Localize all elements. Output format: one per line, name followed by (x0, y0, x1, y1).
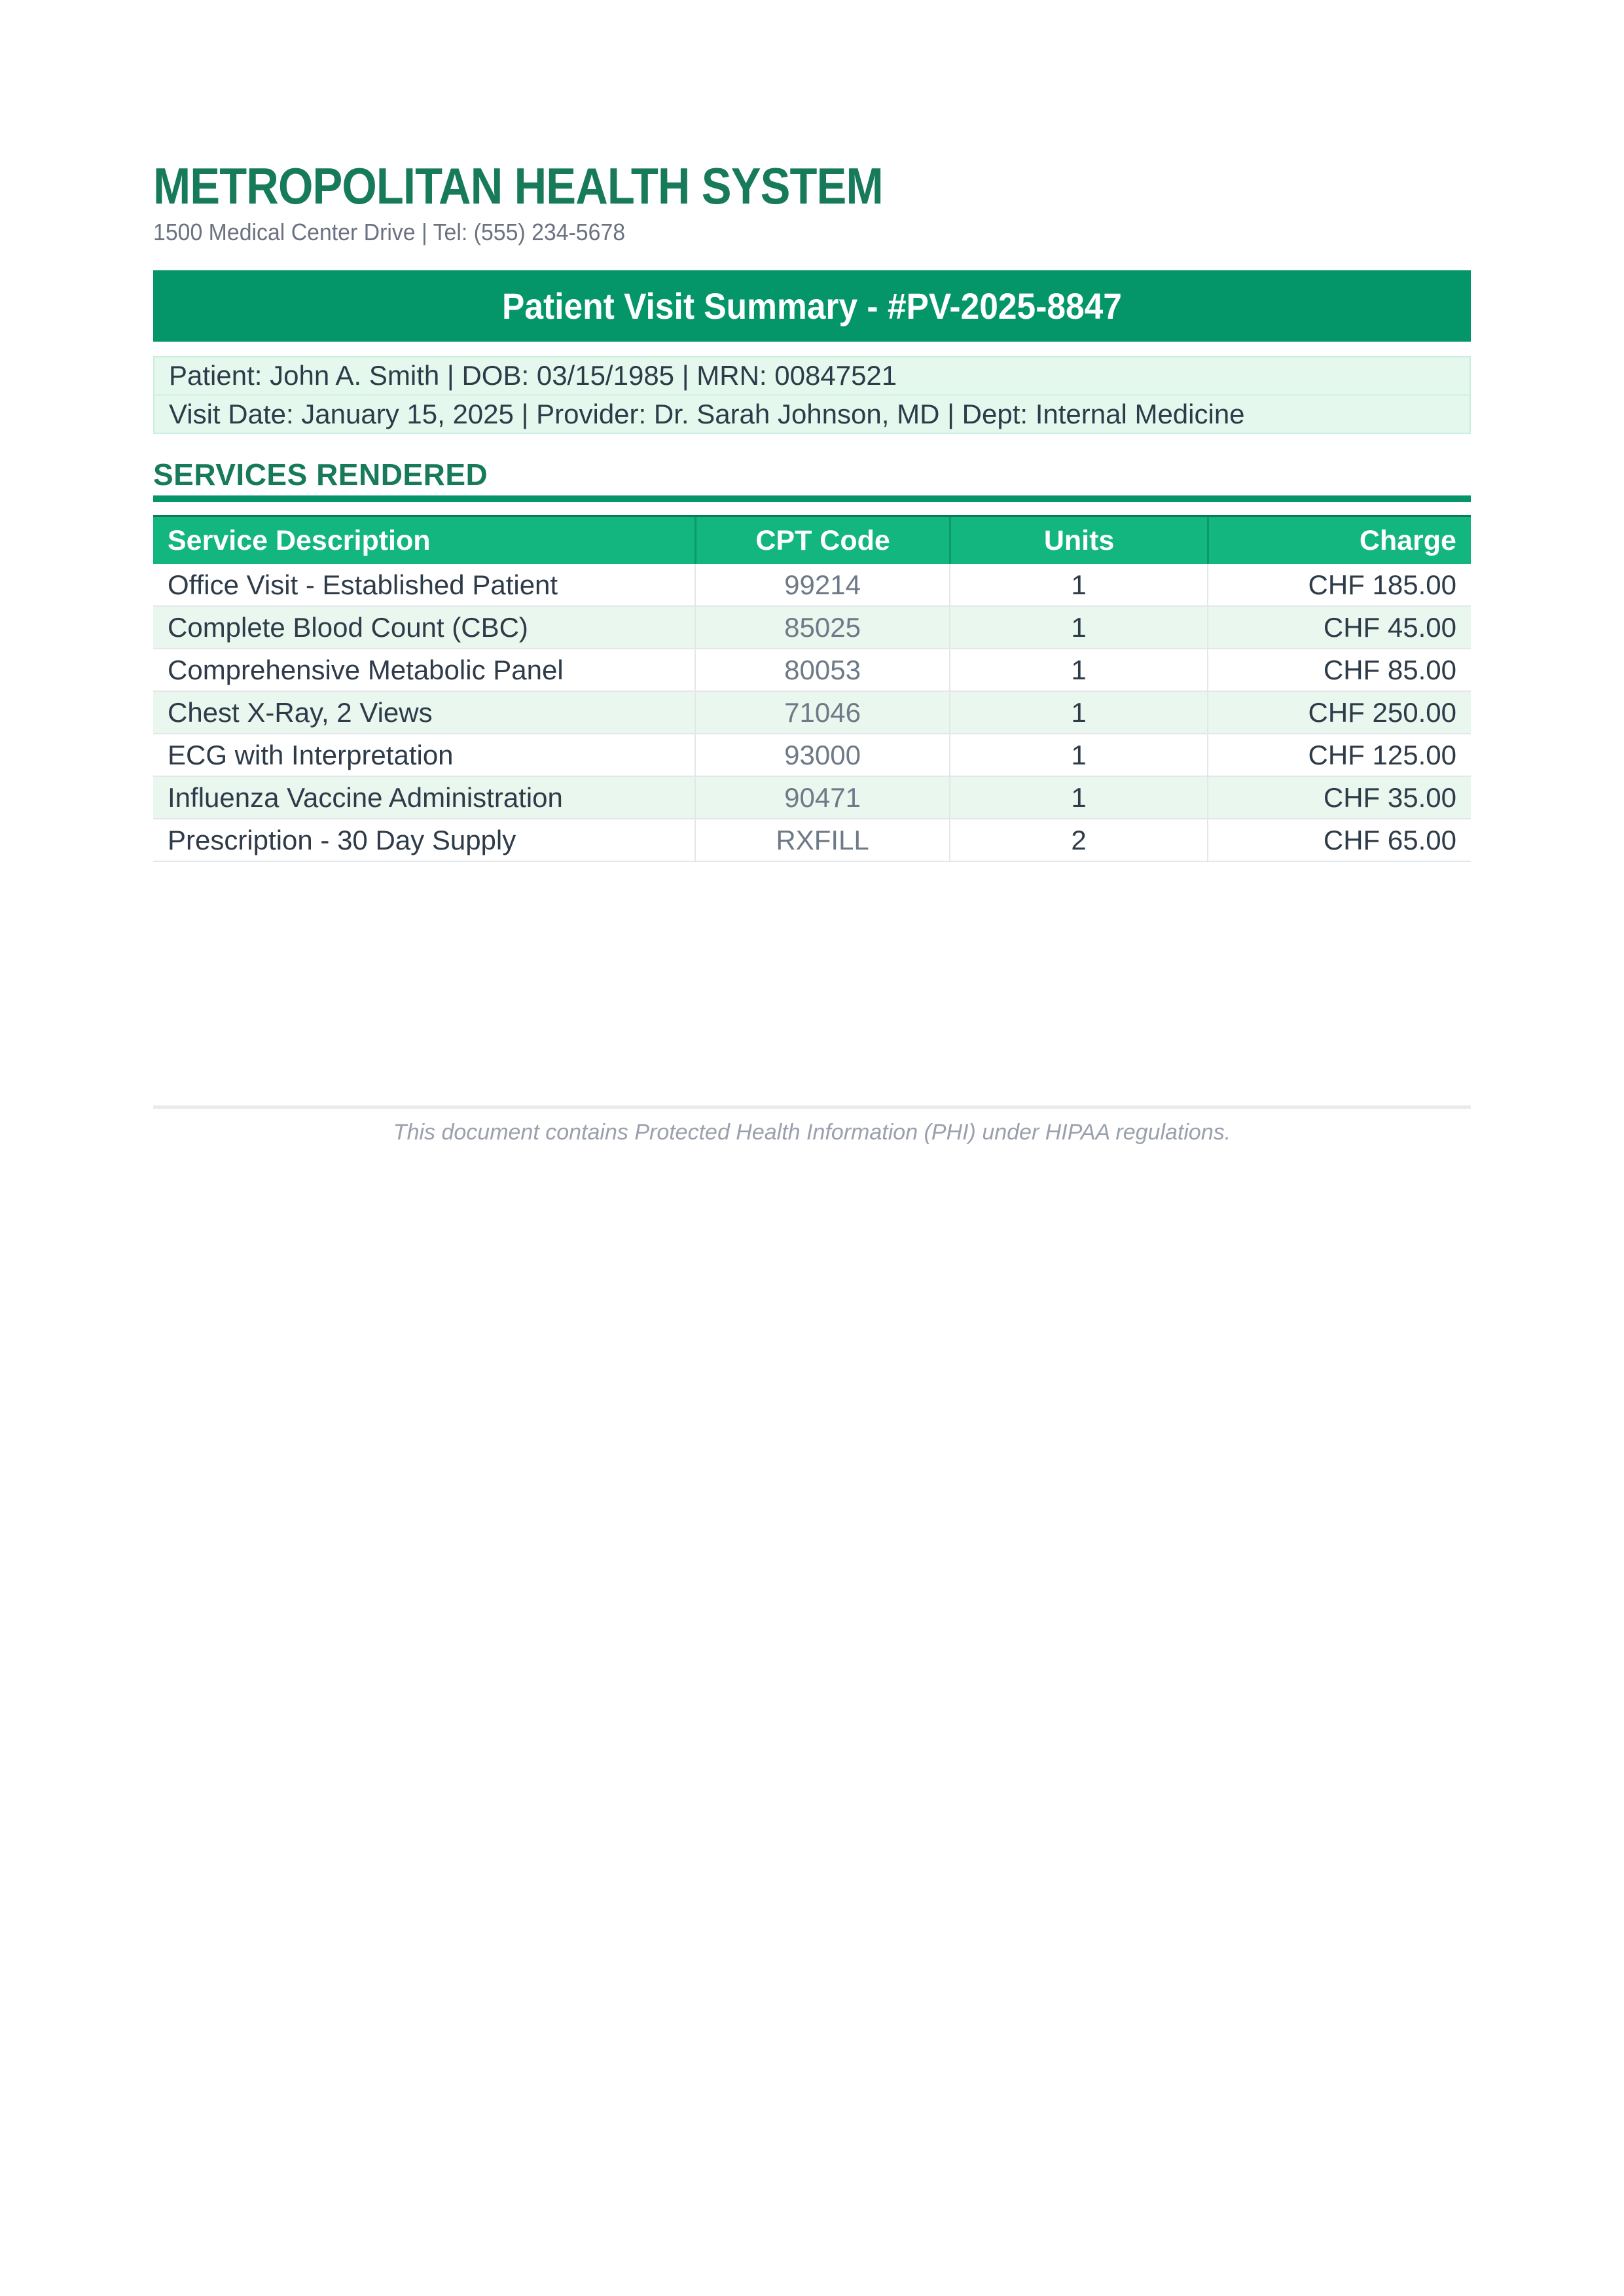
service-description: Office Visit - Established Patient (168, 569, 558, 600)
services-section-title: SERVICES RENDERED (153, 457, 488, 492)
units: 1 (949, 649, 1208, 691)
services-table-header (153, 517, 1471, 564)
cpt-code: 80053 (695, 649, 949, 691)
cpt-code: 99214 (695, 564, 949, 605)
service-description: Chest X-Ray, 2 Views (168, 697, 433, 728)
column-header-units: Units (949, 517, 1208, 564)
units: 2 (949, 819, 1208, 861)
table-row (153, 777, 1471, 819)
service-description: Comprehensive Metabolic Panel (168, 655, 564, 685)
column-header-cpt-code: CPT Code (695, 517, 949, 564)
units: 1 (949, 692, 1208, 733)
units: 1 (949, 734, 1208, 776)
charge: CHF 185.00 (1207, 564, 1471, 605)
column-header-service-description: Service Description (168, 525, 431, 556)
document-title-banner (153, 270, 1471, 342)
service-description: Complete Blood Count (CBC) (168, 612, 528, 643)
table-row (153, 819, 1471, 862)
charge: CHF 85.00 (1207, 649, 1471, 691)
document-content (153, 0, 1471, 1145)
cpt-code: RXFILL (695, 819, 949, 861)
charge: CHF 250.00 (1207, 692, 1471, 733)
patient-info-box (153, 356, 1471, 434)
patient-identity-line: Patient: John A. Smith | DOB: 03/15/1985 | MRN: 00847521 (169, 360, 897, 391)
units: 1 (949, 607, 1208, 648)
units: 1 (949, 777, 1208, 818)
service-description: Prescription - 30 Day Supply (168, 825, 516, 855)
service-description: Influenza Vaccine Administration (168, 782, 563, 813)
organization-contact-line: 1500 Medical Center Drive | Tel: (555) 234-5678 (153, 219, 626, 245)
charge: CHF 125.00 (1207, 734, 1471, 776)
service-description: ECG with Interpretation (168, 740, 454, 770)
document-title: Patient Visit Summary - #PV-2025-8847 (502, 285, 1122, 327)
organization-name: METROPOLITAN HEALTH SYSTEM (153, 157, 883, 215)
footer-divider (153, 1105, 1471, 1109)
cpt-code: 85025 (695, 607, 949, 648)
charge: CHF 35.00 (1207, 777, 1471, 818)
table-row (153, 692, 1471, 734)
table-row (153, 734, 1471, 777)
table-row (153, 607, 1471, 649)
charge: CHF 65.00 (1207, 819, 1471, 861)
services-section-underline (153, 495, 1471, 502)
cpt-code: 93000 (695, 734, 949, 776)
phi-hipaa-notice: This document contains Protected Health Information (PHI) under HIPAA regulations. (393, 1120, 1231, 1145)
units: 1 (949, 564, 1208, 605)
cpt-code: 71046 (695, 692, 949, 733)
table-row (153, 564, 1471, 607)
table-row (153, 649, 1471, 692)
column-header-charge: Charge (1207, 517, 1471, 564)
visit-details-line: Visit Date: January 15, 2025 | Provider: Dr. Sarah Johnson, MD | Dept: Internal Medicine (154, 394, 1470, 433)
charge: CHF 45.00 (1207, 607, 1471, 648)
cpt-code: 90471 (695, 777, 949, 818)
services-table (153, 515, 1471, 862)
